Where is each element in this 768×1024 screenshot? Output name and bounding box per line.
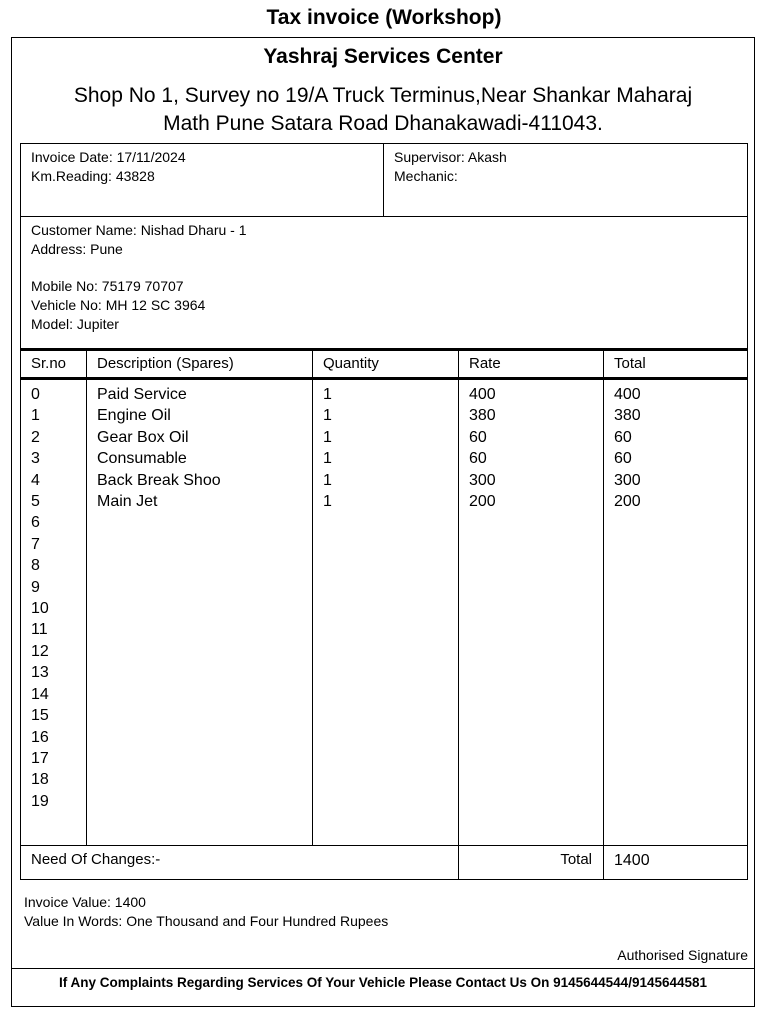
- serial-number: 1: [31, 407, 40, 425]
- footer-divider: [11, 968, 755, 969]
- serial-number: 10: [31, 600, 49, 618]
- item-total: 60: [614, 428, 632, 446]
- summary-divider-2: [603, 845, 604, 880]
- col-divider-3: [458, 348, 459, 846]
- grand-total-value: 1400: [614, 852, 650, 869]
- serial-number: 6: [31, 514, 40, 532]
- vehicle-model: Model: Jupiter: [31, 316, 119, 332]
- item-total: 60: [614, 450, 632, 468]
- item-rate: 60: [469, 428, 487, 446]
- item-rate: 400: [469, 386, 496, 403]
- header-description: Description (Spares): [97, 355, 234, 372]
- serial-number: 2: [31, 428, 40, 446]
- company-name: Yashraj Services Center: [263, 45, 503, 68]
- company-address-line-2: Math Pune Satara Road Dhanakawadi-411043.: [163, 112, 603, 135]
- item-description: Main Jet: [97, 493, 158, 511]
- serial-number: 7: [31, 535, 40, 553]
- serial-number: 13: [31, 664, 49, 682]
- item-total: 200: [614, 493, 641, 511]
- item-quantity: 1: [323, 493, 332, 511]
- col-divider-1: [86, 348, 87, 846]
- document-title: Tax invoice (Workshop): [266, 6, 502, 29]
- item-description: Back Break Shoo: [97, 471, 221, 489]
- invoice-date: Invoice Date: 17/11/2024: [31, 149, 186, 165]
- item-rate: 300: [469, 471, 496, 489]
- serial-number: 17: [31, 749, 49, 767]
- grand-total-label: Total: [560, 851, 592, 868]
- col-divider-2: [312, 348, 313, 846]
- mobile-number: Mobile No: 75179 70707: [31, 278, 184, 294]
- rate-column: [469, 384, 496, 512]
- customer-details: [31, 221, 247, 334]
- summary-divider-1: [458, 845, 459, 880]
- item-quantity: 1: [323, 428, 332, 446]
- customer-name: Customer Name: Nishad Dharu - 1: [31, 222, 247, 238]
- serial-number: 9: [31, 578, 40, 596]
- serial-number: 5: [31, 493, 40, 511]
- header-srno: Sr.no: [31, 355, 67, 372]
- header-total: Total: [614, 355, 646, 372]
- complaints-notice: If Any Complaints Regarding Services Of Your Vehicle Please Contact Us On 9145644544/9145644581: [58, 975, 708, 990]
- invoice-meta-right: [394, 148, 507, 186]
- serial-number: 14: [31, 685, 49, 703]
- total-column: [614, 384, 641, 512]
- serial-number: 15: [31, 707, 49, 725]
- serial-number: 16: [31, 728, 49, 746]
- value-in-words: Value In Words: One Thousand and Four Hundred Rupees: [24, 913, 389, 929]
- header-quantity: Quantity: [323, 355, 379, 372]
- serial-column: [31, 384, 49, 812]
- quantity-column: [323, 384, 332, 512]
- item-description: Paid Service: [97, 386, 187, 403]
- item-quantity: 1: [323, 450, 332, 468]
- header-rate: Rate: [469, 355, 501, 372]
- item-quantity: 1: [323, 386, 332, 403]
- serial-number: 19: [31, 792, 49, 810]
- item-description: Consumable: [97, 450, 187, 468]
- serial-number: 4: [31, 471, 40, 489]
- invoice-value: Invoice Value: 1400: [24, 894, 146, 910]
- serial-number: 0: [31, 386, 40, 403]
- km-reading: Km.Reading: 43828: [31, 168, 155, 184]
- serial-number: 18: [31, 771, 49, 789]
- vehicle-number: Vehicle No: MH 12 SC 3964: [31, 297, 206, 313]
- invoice-value-block: [24, 893, 388, 931]
- mechanic: Mechanic:: [394, 168, 458, 184]
- item-total: 300: [614, 471, 641, 489]
- serial-number: 11: [31, 621, 48, 639]
- company-address-line-1: Shop No 1, Survey no 19/A Truck Terminus,Near Shankar Maharaj: [73, 84, 693, 107]
- description-column: [97, 384, 221, 512]
- item-total: 380: [614, 407, 641, 425]
- company-address: [30, 82, 736, 138]
- serial-number: 12: [31, 642, 49, 660]
- supervisor: Supervisor: Akash: [394, 149, 507, 165]
- item-description: Gear Box Oil: [97, 428, 189, 446]
- serial-number: 8: [31, 557, 40, 575]
- table-header-underline: [20, 377, 748, 380]
- customer-address: Address: Pune: [31, 241, 123, 257]
- item-quantity: 1: [323, 407, 332, 425]
- item-rate: 380: [469, 407, 496, 425]
- meta-divider: [383, 143, 384, 217]
- need-of-changes-label: Need Of Changes:-: [31, 851, 161, 868]
- item-rate: 200: [469, 493, 496, 511]
- item-quantity: 1: [323, 471, 332, 489]
- serial-number: 3: [31, 450, 40, 468]
- item-rate: 60: [469, 450, 487, 468]
- col-divider-4: [603, 348, 604, 846]
- authorised-signature: Authorised Signature: [617, 947, 748, 963]
- item-description: Engine Oil: [97, 407, 171, 425]
- invoice-meta-left: [31, 148, 186, 186]
- item-total: 400: [614, 386, 641, 403]
